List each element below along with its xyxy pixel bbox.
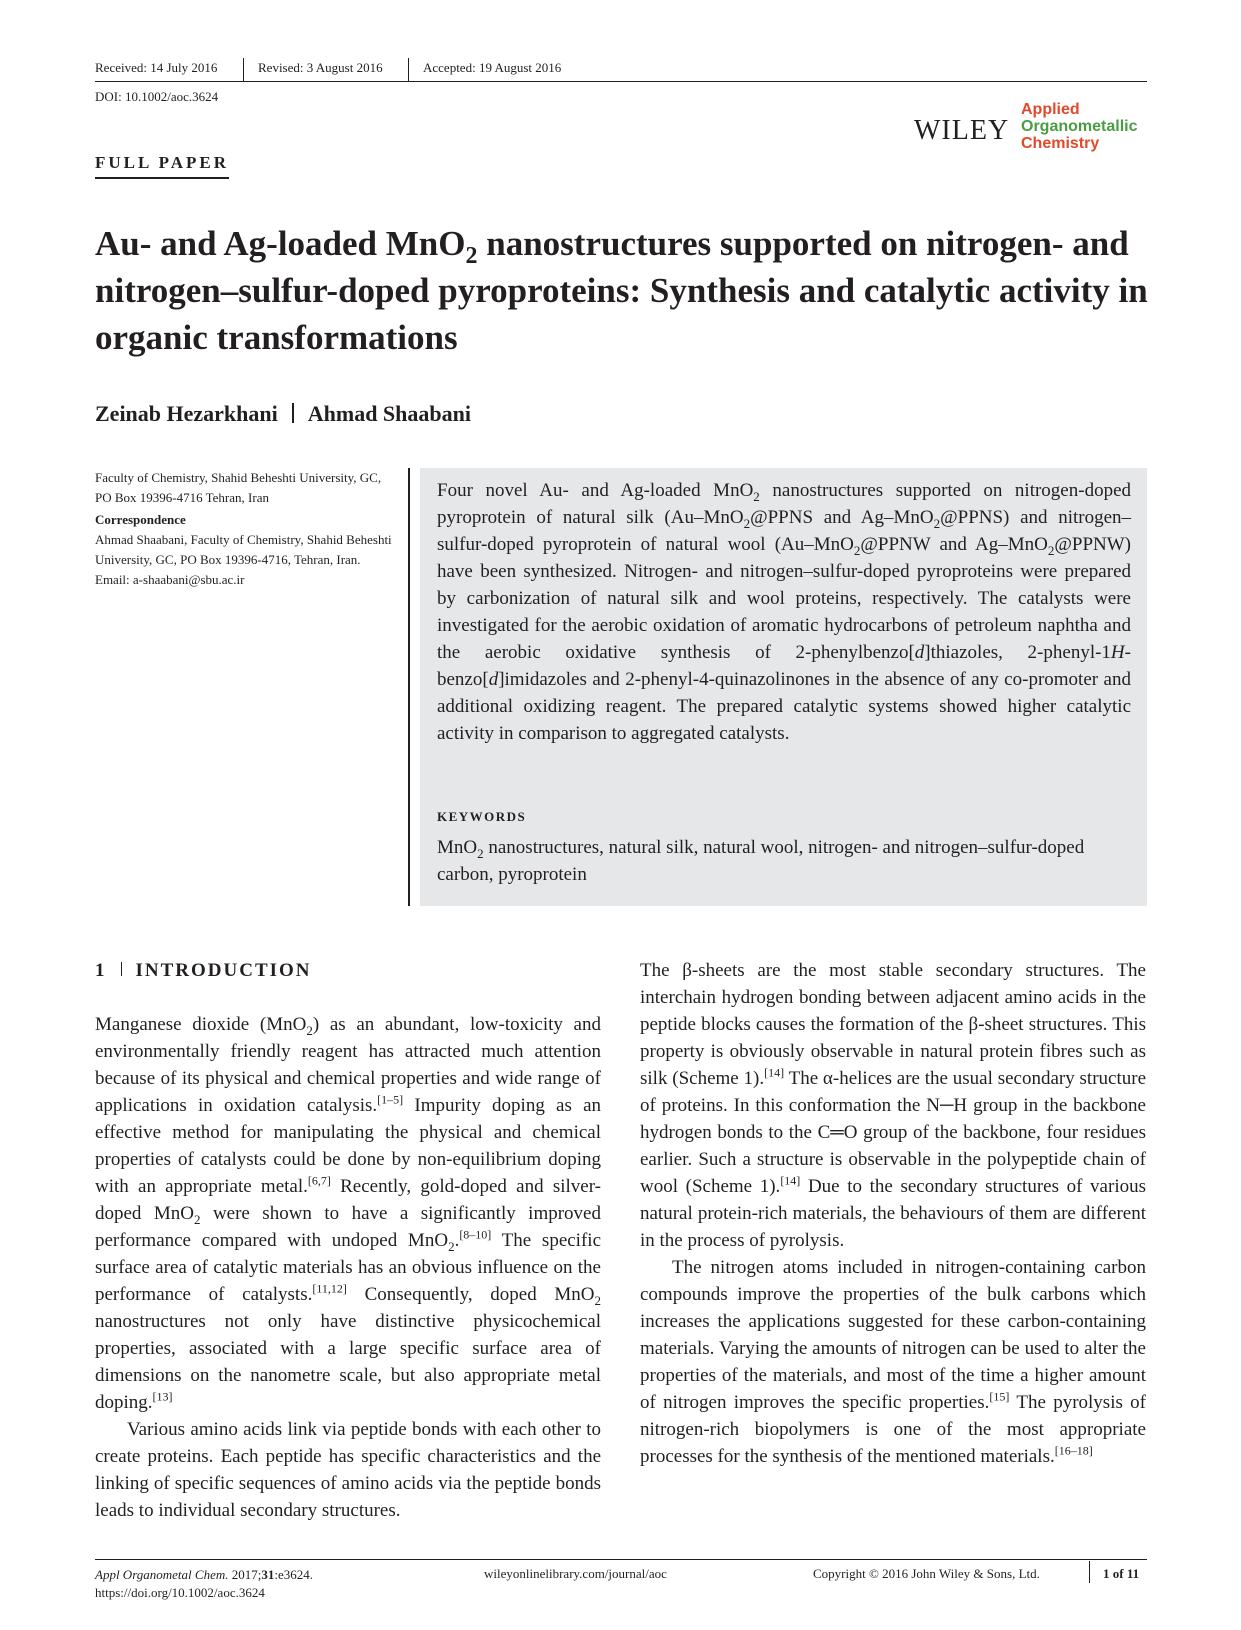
journal-logo [1021,101,1137,152]
page-number: 1 of 11 [1103,1566,1140,1581]
date-separator [408,58,409,82]
footer-copyright: Copyright © 2016 John Wiley & Sons, Ltd. [813,1566,1040,1581]
keywords-text: MnO$_2$ nanostructures, natural silk, natural wool, nitrogen- and nitrogen–sulfur-doped carbon, pyroprotein [437,837,1085,885]
article-type: FULL PAPER [95,153,229,179]
affiliation-block [95,468,395,590]
footer-citation: Appl Organometal Chem. 2017;31:e3624. https://doi.org/10.1002/aoc.3624 [95,1567,313,1600]
article-title [95,220,1155,361]
footer-separator [1089,1561,1090,1583]
journal-logo-line3: Chemistry [1021,135,1100,152]
section-title: INTRODUCTION [135,960,312,981]
paragraph: Various amino acids link via peptide bonds with each other to create proteins. Each peptide has specific characteristics and the linking of specific sequences of amino acids via the peptide bonds leads to individual secondary structures. [95,1419,601,1521]
correspondence-address: Ahmad Shaabani, Faculty of Chemistry, Shahid Beheshti University, GC, PO Box 19396-4716, Tehran, Iran. [95,532,392,567]
author-name: Ahmad Shaabani [307,401,471,426]
abstract-text: Four novel Au- and Ag-loaded MnO$_2$ nanostructures supported on nitrogen-doped pyroprotein of natural silk (Au–MnO$_2$@PPNS and Ag–MnO$_2$@PPNS) and nitrogen–sulfur-doped pyroprotein of natural wool (Au–MnO$_2$@PPNW and Ag–MnO$_2$@PPNW) have been synthesized. Nitrogen- and nitrogen–sulfur-doped pyroproteins were prepared by carbonization of natural silk and wool proteins, respectively. The catalysts were investigated for the aerobic oxidation of aromatic hydrocarbons of petroleum naphtha and the aerobic oxidative synthesis of 2-phenylbenzo[d]thiazoles, 2-phenyl-1H-benzo[d]imidazoles and 2-phenyl-4-quinazolinones in the absence of any co-promoter and additional oxidizing reagent. The prepared catalytic systems showed higher catalytic activity in comparison to aggregated catalysts. [437,480,1132,744]
citation-ref[interactable]: [11,12] [312,1281,347,1296]
received-date: Received: 14 July 2016 [95,60,218,75]
title-text: nanostructures supported on nitrogen- and nitrogen–sulfur-doped pyroproteins: Synthesis and catalytic activity in organic transformations [95,224,1148,357]
revised-date: Revised: 3 August 2016 [258,60,383,75]
citation-ref[interactable]: [15] [989,1389,1010,1404]
abstract-rule [408,468,410,906]
keywords-heading: KEYWORDS [437,809,527,824]
citation-ref[interactable]: [8–10] [459,1227,492,1242]
affiliation-address: Faculty of Chemistry, Shahid Beheshti University, GC, PO Box 19396-4716 Tehran, Iran [95,470,382,505]
doi: DOI: 10.1002/aoc.3624 [95,89,219,104]
journal-logo-line1: Applied [1021,101,1080,118]
footer-rule [95,1559,1147,1560]
title-subscript: 2 [465,243,478,269]
citation-ref[interactable]: [13] [152,1389,173,1404]
section-heading [95,960,312,982]
accepted-date: Accepted: 19 August 2016 [423,60,562,75]
title-text: Au- and Ag-loaded MnO [95,224,466,263]
author-name: Zeinab Hezarkhani [95,401,278,426]
author-list [95,401,471,427]
citation-ref[interactable]: [16–18] [1054,1443,1093,1458]
received-dates-bar [95,58,1147,82]
citation-ref[interactable]: [14] [764,1065,785,1080]
correspondence-heading: Correspondence [95,512,186,527]
author-separator [292,403,294,423]
citation-ref[interactable]: [14] [780,1173,801,1188]
paragraph: Manganese dioxide (MnO$_2$) as an abundant, low-toxicity and environmentally friendly reagent has attracted much attention because of its physical and chemical properties and wide range of applications in oxidation catalysis.[1–5] Impurity doping as an effective method for manipulating the physical and chemical properties of catalysts could be done by non-equilibrium doping with an appropriate metal.[6,7] Recently, gold-doped and silver-doped MnO$_2$ were shown to have a significantly improved performance compared with undoped MnO$_2$.[8–10] The specific surface area of catalytic materials has an obvious influence on the performance of catalysts.[11,12] Consequently, doped MnO$_2$ nanostructures not only have distinctive physicochemical properties, associated with a large specific surface area of dimensions on the nanometre scale, but also appropriate metal doping.[13] [95,1014,602,1413]
paragraph: The nitrogen atoms included in nitrogen-containing carbon compounds improve the properties of the bulk carbons which increases the applications suggested for these carbon-containing materials. Varying the amounts of nitrogen can be used to alter the properties of the materials, and most of the time a higher amount of nitrogen improves the specific properties.[15] The pyrolysis of nitrogen-rich biopolymers is one of the most appropriate processes for the synthesis of the mentioned materials.[16–18] [640,1257,1146,1467]
citation-ref[interactable]: [1–5] [377,1092,404,1107]
journal-logo-line2: Organometallic [1021,118,1138,135]
citation-ref[interactable]: [6,7] [307,1173,331,1188]
date-separator [243,58,244,82]
correspondence-email: Email: a-shaabani@sbu.ac.ir [95,572,245,587]
body-column-right [640,957,1146,1470]
footer-website-link[interactable]: wileyonlinelibrary.com/journal/aoc [484,1566,667,1581]
footer-doi-link[interactable]: https://doi.org/10.1002/aoc.3624 [95,1585,265,1600]
wiley-logo: WILEY [914,115,1010,146]
body-column-left [95,1011,601,1524]
section-separator [121,962,122,976]
paragraph: The β-sheets are the most stable secondary structures. The interchain hydrogen bonding between adjacent amino acids in the peptide blocks causes the formation of the β-sheet structures. This property is obviously observable in natural protein fibres such as silk (Scheme 1).[14] The α-helices are the usual secondary structure of proteins. In this conformation the N─H group in the backbone hydrogen bonds to the C═O group of the backbone, four residues earlier. Such a structure is observable in the polypeptide chain of wool (Scheme 1).[14] Due to the secondary structures of various natural protein-rich materials, the behaviours of them are different in the process of pyrolysis. [640,960,1146,1251]
section-number: 1 [95,960,107,981]
